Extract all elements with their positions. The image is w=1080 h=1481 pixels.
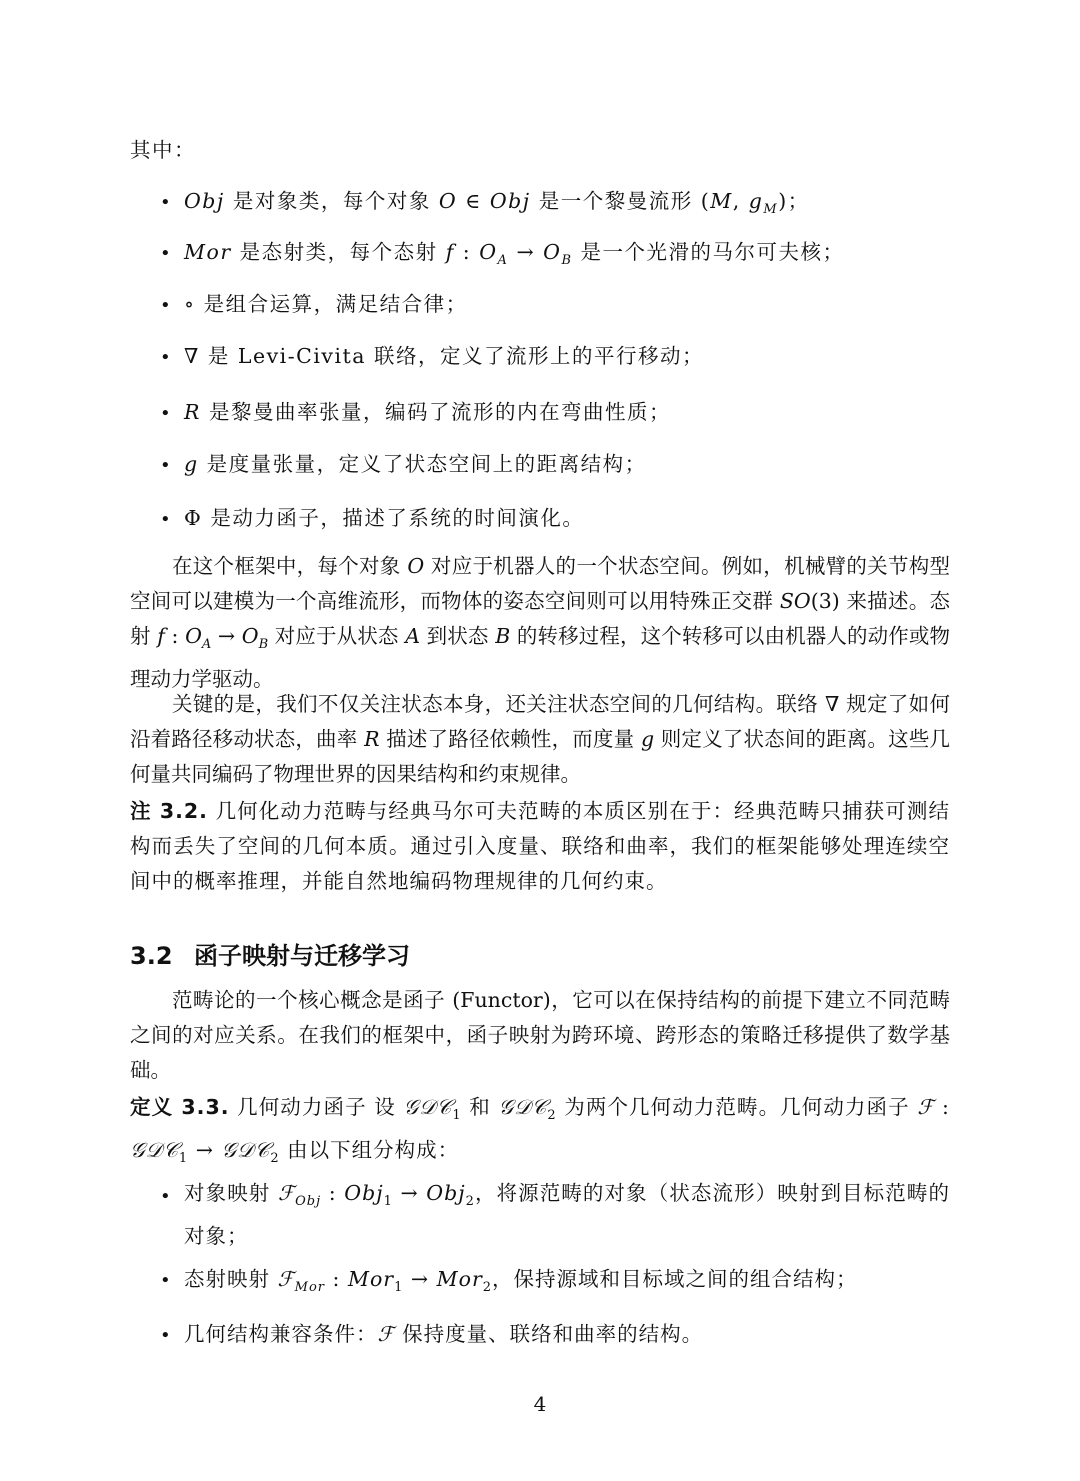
bullet-marker: • (160, 243, 171, 264)
bullet-marker: • (160, 192, 171, 213)
list-item: g 是度量张量，定义了状态空间上的距离结构； (184, 452, 647, 476)
bullet-marker: • (160, 455, 171, 476)
definition: 定义 3.3. 几何动力函子 设 𝒢𝒟𝒞$_1$ 和 𝒢𝒟𝒞$_2$ 为两个几何动力范畴。几何动力函子 ℱ : 𝒢𝒟𝒞$_1$ → 𝒢𝒟𝒞$_2$ 由以下组分构成： (130, 1095, 950, 1167)
bullet-marker: • (160, 403, 171, 424)
bullet-marker: • (160, 1186, 171, 1207)
paragraph: 在这个框架中，每个对象 O 对应于机器人的一个状态空间。例如，机械臂的关节构型空间可以建模为一个高维流形，而物体的姿态空间则可以用特殊正交群 SO(3) 来描述。态射 f : $O_A \to O_B$ 对应于从状态 A 到状态 B 的转移过程，这个转移可以由机器人的动作或物理动力学驱动。 (130, 554, 950, 692)
bullet-marker: • (160, 1270, 171, 1291)
remark-label: 注 3.2. (130, 799, 208, 823)
intro-text: 其中： (130, 138, 196, 162)
bullet-marker: • (160, 509, 171, 530)
paragraph: 范畴论的一个核心概念是函子 (Functor)，它可以在保持结构的前提下建立不同范畴之间的对应关系。在我们的框架中，函子映射为跨环境、跨形态的策略迁移提供了数学基础。 (130, 988, 950, 1082)
list-item: Obj 是对象类，每个对象 O ∈ Obj 是一个黎曼流形 (M, $g_M$)； (184, 189, 810, 218)
remark (130, 794, 950, 899)
list-item: ∇ 是 Levi-Civita 联络，定义了流形上的平行移动； (184, 344, 705, 368)
list-item: Mor 是态射类，每个态射 f : $O_A \to O_B$ 是一个光滑的马尔可夫核； (184, 240, 845, 269)
remark-text: 几何化动力范畴与经典马尔可夫范畴的本质区别在于：经典范畴只捕获可测结构而丢失了空间的几何本质。通过引入度量、联络和曲率，我们的框架能够处理连续空间中的概率推理，并能自然地编码物理规律的几何约束。 (130, 799, 950, 893)
definition-label: 定义 3.3. (130, 1095, 230, 1119)
list-item: 态射映射 ℱ$_{Mor}$ : Mor$_1$ → Mor$_2$，保持源域和目标域之间的组合结构； (184, 1267, 858, 1296)
paragraph: 关键的是，我们不仅关注状态本身，还关注状态空间的几何结构。联络 ∇ 规定了如何沿着路径移动状态，曲率 R 描述了路径依赖性，而度量 g 则定义了状态间的距离。这些几何量共同编码了物理世界的因果结构和约束规律。 (130, 692, 950, 786)
bullet-marker: • (160, 295, 171, 316)
list-item: Φ 是动力函子，描述了系统的时间演化。 (184, 506, 585, 530)
list-item: R 是黎曼曲率张量，编码了流形的内在弯曲性质； (184, 400, 671, 424)
list-item: 几何结构兼容条件：ℱ 保持度量、联络和曲率的结构。 (184, 1322, 704, 1346)
section-number: 3.2 (130, 942, 173, 970)
page-number: 4 (533, 1392, 547, 1416)
section-title: 函子映射与迁移学习 (194, 942, 410, 970)
list-item: ∘ 是组合运算，满足结合律； (184, 292, 468, 316)
bullet-marker: • (160, 1325, 171, 1346)
section-heading (130, 936, 410, 971)
bullet-marker: • (160, 347, 171, 368)
list-item: 对象映射 ℱ$_{Obj}$ : Obj$_1$ → Obj$_2$，将源范畴的对象（状态流形）映射到目标范畴的对象； (184, 1181, 950, 1249)
